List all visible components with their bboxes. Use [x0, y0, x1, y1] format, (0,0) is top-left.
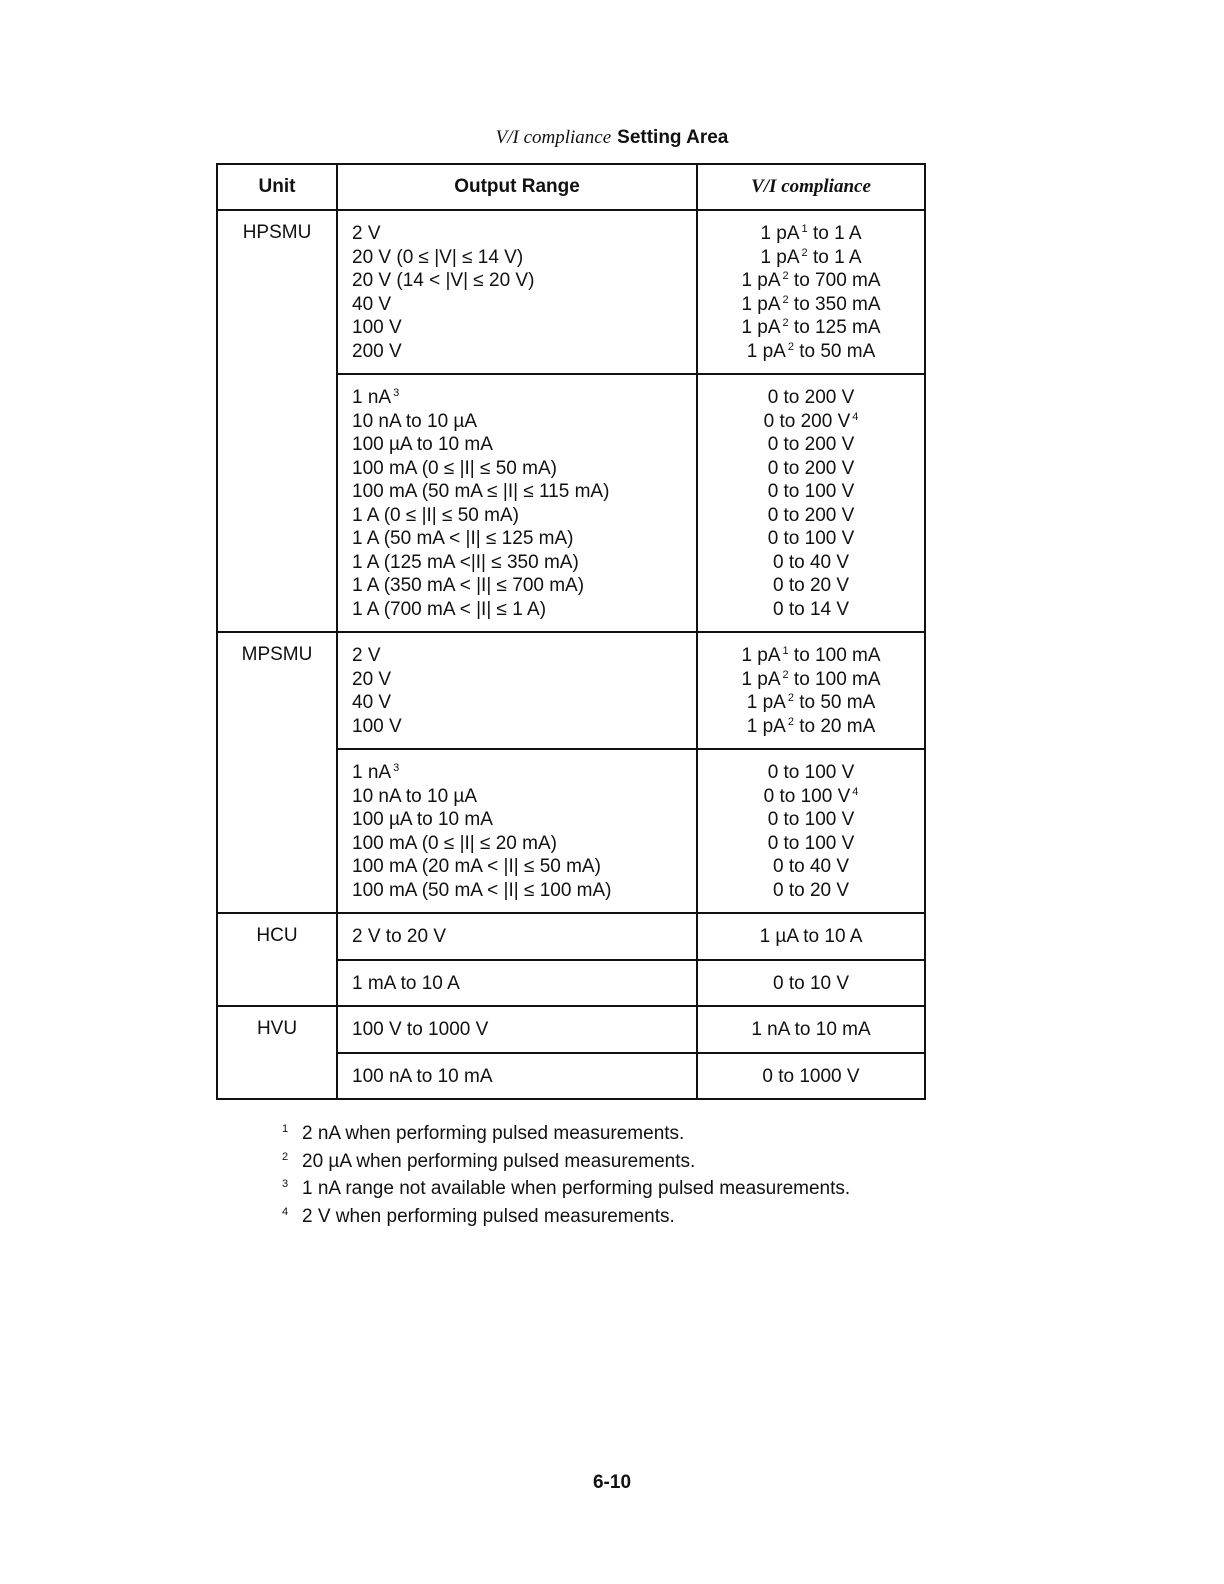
cell-text: 1 pA: [741, 270, 781, 291]
header-compliance: V/I compliance: [697, 164, 925, 210]
cell-line: [698, 761, 924, 785]
cell-text: 0 to 40 V: [772, 856, 850, 877]
cell-line: [352, 222, 684, 246]
cell-text: 100 mA (0 ≤ |I| ≤ 50 mA): [352, 457, 557, 479]
cell-line: [698, 598, 924, 622]
cell-line: [698, 316, 924, 340]
cell-line: [352, 480, 684, 504]
cell-line: [698, 222, 924, 246]
cell-line: [352, 457, 684, 481]
cell-text: 0 to 200 V: [763, 410, 851, 432]
cell-text: 1 µA to 10 A: [759, 926, 863, 947]
cell-text: 100 mA (0 ≤ |I| ≤ 20 mA): [352, 832, 557, 854]
cell-line: [352, 598, 684, 622]
cell-text: 0 to 40 V: [772, 551, 850, 573]
cell-text: 1 A (350 mA < |I| ≤ 700 mA): [352, 575, 585, 596]
cell-text: 40 V: [352, 293, 392, 315]
cell-line: [698, 1018, 924, 1042]
cell-text: 1 pA: [741, 668, 781, 690]
cell-line: [698, 340, 924, 364]
cell-text: 0 to 1000 V: [762, 1065, 860, 1087]
footnote-text: 2 nA when performing pulsed measurements.: [302, 1123, 685, 1144]
cell-text: 0 to 100 V: [767, 528, 855, 549]
cell-text: 20 V: [352, 668, 392, 690]
compliance-table: [216, 163, 926, 1100]
cell-text-rest: to 125 mA: [788, 317, 881, 338]
cell-text: 0 to 100 V: [763, 785, 851, 807]
cell-text: 0 to 10 V: [772, 972, 850, 994]
cell-line: [352, 715, 684, 739]
footnote-marker: 1: [801, 223, 808, 235]
footnote: [282, 1173, 850, 1201]
cell-line: [698, 668, 924, 692]
footnote-text: 2 V when performing pulsed measurements.: [302, 1205, 675, 1227]
cell-line: [352, 574, 684, 598]
footnote-number: 3: [282, 1178, 289, 1190]
cell-text: 2 V to 20 V: [352, 926, 447, 947]
cell-text-rest: to 50 mA: [793, 692, 876, 713]
header-unit: Unit: [217, 164, 337, 210]
cell-line: [352, 527, 684, 551]
cell-line: [352, 879, 684, 903]
cell-line: [352, 925, 684, 949]
cell-line: [352, 410, 684, 434]
output-range-cell: [337, 913, 697, 960]
cell-line: [352, 316, 684, 340]
cell-text: 100 V: [352, 317, 402, 338]
cell-text: 20 V (14 < |V| ≤ 20 V): [352, 270, 535, 291]
cell-line: [698, 925, 924, 949]
cell-text-rest: to 1 A: [807, 223, 862, 244]
cell-text: 10 nA to 10 µA: [352, 410, 478, 432]
output-range-cell: [337, 749, 697, 913]
cell-line: [352, 785, 684, 809]
cell-text: 100 µA to 10 mA: [352, 809, 493, 830]
cell-line: [352, 644, 684, 668]
footnote-number: 2: [282, 1150, 289, 1163]
table-title-italic: V/I compliance: [495, 127, 612, 148]
cell-line: [698, 972, 924, 996]
page-number: 6-10: [592, 1472, 632, 1493]
cell-line: [352, 1065, 684, 1089]
cell-text: 0 to 100 V: [767, 832, 855, 854]
cell-text-rest: to 100 mA: [788, 645, 881, 666]
footnote-marker: 2: [787, 340, 794, 353]
footnote: [282, 1201, 850, 1229]
cell-text: 1 pA: [746, 340, 786, 362]
footnote-marker: 2: [801, 246, 808, 259]
cell-line: [352, 832, 684, 856]
cell-text: 1 pA: [741, 293, 781, 315]
unit-cell: HVU: [217, 1006, 337, 1099]
table-title-bold: Setting Area: [617, 127, 729, 148]
cell-text: 1 nA to 10 mA: [751, 1019, 871, 1040]
cell-line: [698, 457, 924, 481]
table-row: [217, 913, 925, 960]
cell-text: 100 mA (50 mA ≤ |I| ≤ 115 mA): [352, 481, 610, 502]
cell-line: [352, 269, 684, 293]
cell-text: 100 mA (20 mA < |I| ≤ 50 mA): [352, 856, 601, 877]
footnote: [282, 1146, 850, 1174]
cell-text: 0 to 200 V: [767, 457, 855, 479]
compliance-cell: [697, 210, 925, 374]
cell-text: 10 nA to 10 µA: [352, 785, 478, 807]
cell-text: 2 V: [352, 645, 381, 666]
cell-text: 2 V: [352, 223, 381, 244]
cell-line: [698, 785, 924, 809]
cell-text: 0 to 20 V: [772, 879, 850, 901]
cell-text: 1 nA: [352, 387, 392, 408]
compliance-cell: [697, 913, 925, 960]
cell-text: 1 A (50 mA < |I| ≤ 125 mA): [352, 528, 574, 549]
output-range-cell: [337, 1053, 697, 1100]
output-range-cell: [337, 960, 697, 1007]
cell-line: [352, 1018, 684, 1042]
cell-text: 0 to 100 V: [767, 762, 855, 783]
cell-text: 1 A (700 mA < |I| ≤ 1 A): [352, 598, 547, 620]
footnotes: [282, 1118, 850, 1228]
cell-text: 1 A (125 mA <|I| ≤ 350 mA): [352, 551, 579, 573]
footnote-marker: 2: [787, 692, 794, 704]
cell-text: 1 mA to 10 A: [352, 972, 460, 994]
footnote-number: 1: [282, 1123, 289, 1135]
cell-line: [352, 386, 684, 410]
cell-line: [698, 504, 924, 528]
cell-line: [698, 269, 924, 293]
cell-text: 200 V: [352, 340, 402, 362]
compliance-cell: [697, 374, 925, 632]
cell-text: 1 pA: [760, 223, 800, 244]
cell-text: 0 to 200 V: [767, 387, 855, 408]
table-title: [0, 127, 1224, 149]
cell-line: [352, 433, 684, 457]
cell-line: [352, 808, 684, 832]
header-output-range: Output Range: [337, 164, 697, 210]
footnote-number: 4: [282, 1205, 289, 1218]
cell-line: [698, 691, 924, 715]
footnote-marker: 2: [782, 270, 789, 282]
header-row: [217, 164, 925, 210]
footnote-marker: 2: [787, 715, 794, 728]
compliance-cell: [697, 1006, 925, 1053]
cell-line: [352, 668, 684, 692]
cell-line: [698, 715, 924, 739]
cell-line: [698, 574, 924, 598]
cell-text: 0 to 100 V: [767, 809, 855, 830]
cell-text: 20 V (0 ≤ |V| ≤ 14 V): [352, 246, 524, 268]
cell-text: 1 pA: [760, 246, 800, 268]
cell-text: 0 to 14 V: [772, 598, 850, 620]
cell-line: [698, 433, 924, 457]
compliance-cell: [697, 1053, 925, 1100]
cell-text: 100 V: [352, 715, 402, 737]
table-row: [217, 632, 925, 749]
table-body: [217, 210, 925, 1099]
cell-text: 1 pA: [746, 715, 786, 737]
cell-line: [352, 504, 684, 528]
cell-line: [352, 340, 684, 364]
cell-text-rest: to 1 A: [807, 246, 862, 268]
cell-line: [698, 855, 924, 879]
cell-text-rest: to 100 mA: [788, 668, 881, 690]
footnote-marker: 2: [782, 668, 789, 681]
output-range-cell: [337, 1006, 697, 1053]
cell-text: 1 pA: [741, 317, 781, 338]
compliance-cell: [697, 632, 925, 749]
cell-line: [698, 644, 924, 668]
cell-line: [352, 293, 684, 317]
compliance-cell: [697, 960, 925, 1007]
cell-line: [352, 551, 684, 575]
unit-cell: HPSMU: [217, 210, 337, 632]
cell-text-rest: to 20 mA: [793, 715, 876, 737]
footnote-marker: 3: [393, 387, 400, 399]
cell-text: 0 to 20 V: [772, 575, 850, 596]
footnote-marker: 1: [782, 645, 789, 657]
table-row: [217, 1006, 925, 1053]
cell-line: [698, 1065, 924, 1089]
cell-line: [698, 386, 924, 410]
compliance-cell: [697, 749, 925, 913]
cell-line: [698, 832, 924, 856]
cell-line: [352, 761, 684, 785]
output-range-cell: [337, 632, 697, 749]
cell-line: [698, 527, 924, 551]
cell-line: [698, 410, 924, 434]
footnote-marker: 3: [393, 762, 400, 774]
unit-cell: HCU: [217, 913, 337, 1006]
footnote-marker: 4: [852, 785, 859, 798]
footnote: [282, 1118, 850, 1146]
output-range-cell: [337, 374, 697, 632]
cell-line: [698, 480, 924, 504]
cell-text: 1 pA: [741, 645, 781, 666]
cell-text: 1 pA: [746, 692, 786, 713]
footnote-marker: 4: [852, 410, 859, 423]
cell-line: [698, 551, 924, 575]
cell-line: [352, 246, 684, 270]
cell-text: 1 A (0 ≤ |I| ≤ 50 mA): [352, 504, 519, 526]
cell-text-rest: to 50 mA: [793, 340, 876, 362]
footnote-text: 20 µA when performing pulsed measurements.: [302, 1150, 696, 1172]
cell-text: 100 µA to 10 mA: [352, 434, 493, 455]
footnote-text: 1 nA range not available when performing pulsed measurements.: [302, 1178, 851, 1199]
cell-text: 0 to 200 V: [767, 434, 855, 455]
cell-text: 100 nA to 10 mA: [352, 1065, 493, 1087]
cell-text: 100 mA (50 mA < |I| ≤ 100 mA): [352, 879, 612, 901]
cell-line: [698, 293, 924, 317]
cell-line: [698, 808, 924, 832]
unit-cell: MPSMU: [217, 632, 337, 913]
footnote-marker: 2: [782, 293, 789, 306]
cell-line: [698, 879, 924, 903]
cell-line: [352, 855, 684, 879]
cell-line: [352, 691, 684, 715]
cell-line: [698, 246, 924, 270]
cell-text: 0 to 200 V: [767, 504, 855, 526]
cell-text: 0 to 100 V: [767, 481, 855, 502]
cell-text: 100 V to 1000 V: [352, 1019, 489, 1040]
output-range-cell: [337, 210, 697, 374]
table-row: [217, 210, 925, 374]
cell-text-rest: to 350 mA: [788, 293, 881, 315]
cell-line: [352, 972, 684, 996]
cell-text-rest: to 700 mA: [788, 270, 881, 291]
cell-text: 40 V: [352, 692, 392, 713]
footnote-marker: 2: [782, 317, 789, 329]
cell-text: 1 nA: [352, 762, 392, 783]
